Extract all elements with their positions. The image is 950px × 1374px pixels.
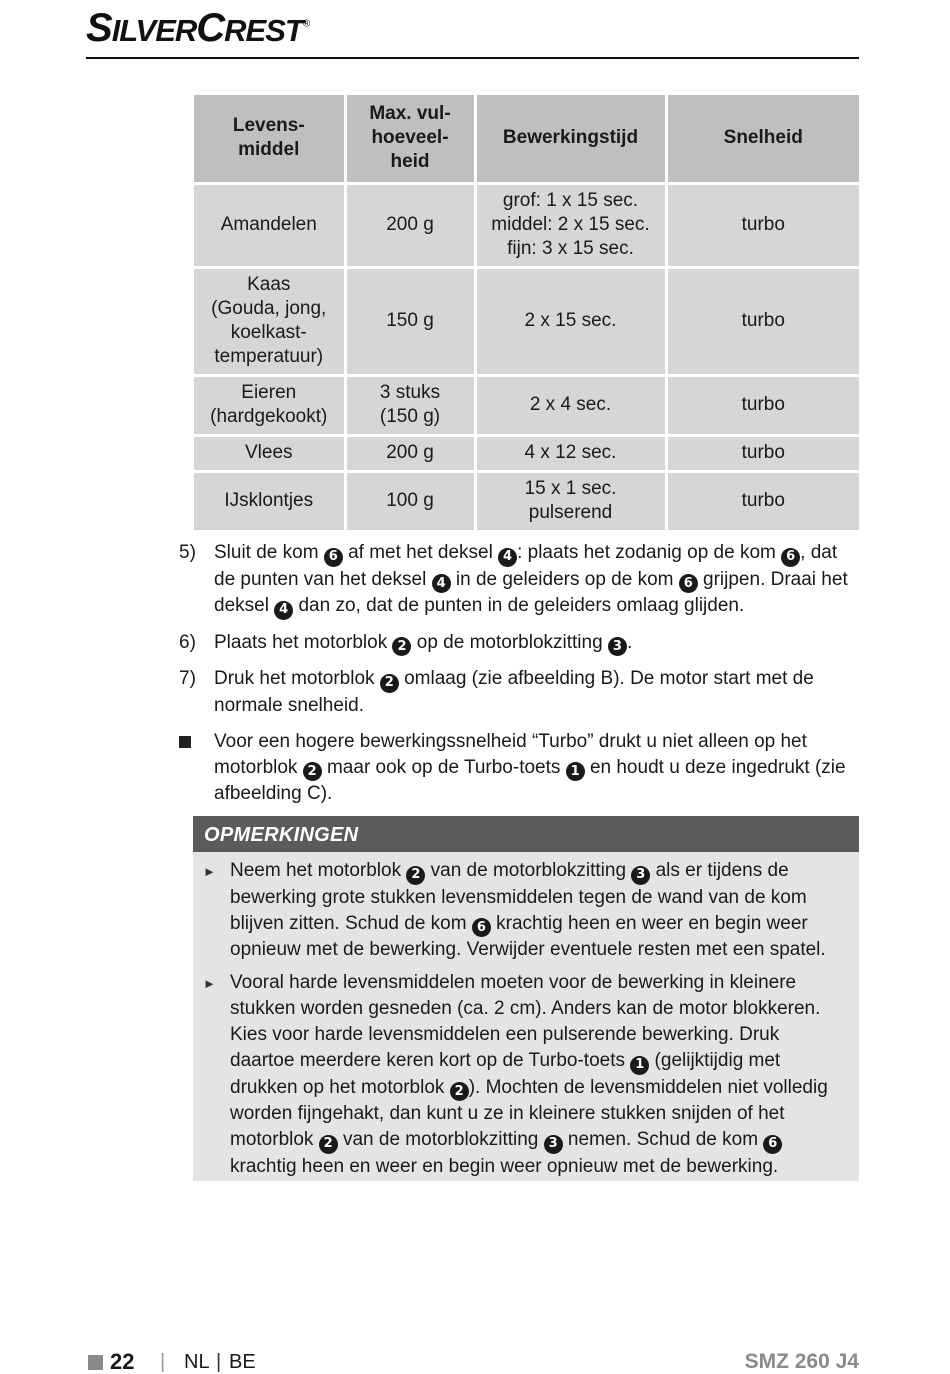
table-cell: Kaas (Gouda, jong, koelkast- temperatuur)	[194, 267, 345, 375]
bullet-item	[179, 729, 859, 808]
table-cell: Vlees	[194, 435, 345, 471]
text-run: Neem het motorblok	[230, 860, 407, 881]
arrow-right-icon: ►	[203, 976, 216, 991]
part-number-icon: 3	[631, 866, 650, 885]
part-number-icon: 6	[324, 548, 343, 567]
part-number-icon: 3	[608, 637, 627, 656]
part-number-icon: 4	[274, 601, 293, 620]
text-run: Sluit de kom	[214, 542, 324, 563]
table-cell: Amandelen	[194, 183, 345, 267]
step-item	[179, 540, 859, 620]
instruction-steps	[179, 540, 859, 817]
column-header: Levens- middel	[194, 95, 345, 183]
text-run: .	[626, 631, 633, 653]
part-number-icon: 4	[432, 574, 451, 593]
column-header: Bewerkingstijd	[475, 95, 666, 183]
table-cell: 100 g	[345, 471, 475, 531]
text-run: Druk het motorblok	[214, 668, 380, 689]
notes-box	[193, 816, 859, 1181]
part-number-icon: 2	[406, 866, 425, 885]
text-run: maar ook op de Turbo-toets	[321, 756, 566, 778]
note-text	[230, 858, 845, 963]
registered-mark: ®	[302, 18, 310, 30]
table-row	[194, 435, 859, 471]
logo-letters: ILVER	[111, 13, 197, 48]
text-run: af met het deksel	[342, 542, 499, 563]
text-run: en houdt u deze ingedrukt (zie afbeelding C).	[214, 756, 846, 804]
text-run: omlaag (zie afbeelding B). De motor start met de normale snelheid.	[214, 668, 814, 716]
table-row	[194, 183, 859, 267]
note-text	[230, 970, 845, 1180]
table-cell: grof: 1 x 15 sec. middel: 2 x 15 sec. fijn: 3 x 15 sec.	[475, 183, 666, 267]
note-item	[193, 970, 859, 1180]
footer-separator: |	[216, 1351, 222, 1373]
text-run: krachtig heen en weer en begin weer opnieuw met de bewerking.	[230, 1155, 779, 1177]
table-cell: turbo	[666, 183, 859, 267]
table-cell: turbo	[666, 375, 859, 435]
step-text	[214, 540, 859, 620]
bullet-square-icon-wrap	[179, 729, 214, 808]
brand-logo	[86, 6, 309, 51]
notes-title: OPMERKINGEN	[193, 816, 859, 852]
text-run: : plaats het zodanig op de kom	[517, 542, 782, 563]
bullet-square-icon	[179, 736, 191, 748]
table-row	[194, 375, 859, 435]
text-run: als er tijdens de bewerking grote stukken levensmiddelen tegen de wand van de kom blijven zitten. Schud de kom	[230, 860, 807, 934]
text-run: ). Mochten de levensmiddelen niet volledig worden fijngehakt, dan kunt u ze in kleinere stukken snijden of het motorblok	[230, 1076, 828, 1150]
text-run: dan zo, dat de punten in de geleiders omlaag glijden.	[293, 595, 745, 616]
language-code: BE	[229, 1351, 256, 1373]
table-cell: IJsklontjes	[194, 471, 345, 531]
part-number-icon: 3	[544, 1135, 563, 1154]
step-text	[214, 666, 859, 719]
text-run: Voor een hogere bewerkingssnelheid “Turbo” drukt u niet alleen op het motorblok	[214, 730, 807, 778]
logo-letters: REST	[224, 13, 303, 48]
part-number-icon: 4	[498, 548, 517, 567]
table-cell: 2 x 4 sec.	[475, 375, 666, 435]
text-run: van de motorblokzitting	[425, 860, 632, 881]
page-number: 22	[110, 1349, 135, 1374]
part-number-icon: 1	[566, 762, 585, 781]
part-number-icon: 2	[392, 637, 411, 656]
part-number-icon: 2	[303, 762, 322, 781]
table-cell: 4 x 12 sec.	[475, 435, 666, 471]
part-number-icon: 6	[781, 548, 800, 567]
step-item	[179, 630, 859, 657]
text-run: krachtig heen en weer en begin weer opnieuw met de bewerking. Verwijder eventuele resten met een spatel.	[230, 912, 826, 960]
text-run: , dat de punten van het deksel	[214, 542, 838, 590]
table-cell: 200 g	[345, 183, 475, 267]
language-code: NL	[184, 1351, 210, 1373]
bullet-text	[214, 729, 859, 808]
text-run: (gelijktijdig met drukken op het motorblok	[230, 1050, 781, 1098]
text-run: Vooral harde levensmiddelen moeten voor de bewerking in kleinere stukken worden gesneden (ca. 2 cm). Anders kan de motor blokkeren. Kies voor harde levensmiddelen een pulserende bewerking. Druk daartoe meerdere keren kort op de Turbo-toets	[230, 972, 821, 1071]
text-run: in de geleiders op de kom	[450, 568, 679, 590]
part-number-icon: 6	[472, 918, 491, 937]
table-cell: turbo	[666, 435, 859, 471]
table-cell: 3 stuks (150 g)	[345, 375, 475, 435]
note-item	[193, 858, 859, 963]
table-cell: 2 x 15 sec.	[475, 267, 666, 375]
part-number-icon: 6	[763, 1135, 782, 1154]
part-number-icon: 2	[450, 1082, 469, 1101]
table-row	[194, 471, 859, 531]
logo-letter: C	[196, 6, 225, 50]
table-row	[194, 267, 859, 375]
text-run: grijpen. Draai het deksel	[214, 568, 848, 616]
table-cell: Eieren (hardgekookt)	[194, 375, 345, 435]
table-cell: 15 x 1 sec. pulserend	[475, 471, 666, 531]
logo-letter: S	[86, 6, 112, 50]
footer-square-icon	[88, 1355, 103, 1370]
table-cell: 150 g	[345, 267, 475, 375]
step-text	[214, 630, 859, 657]
text-run: van de motorblokzitting	[337, 1129, 544, 1150]
model-number: SMZ 260 J4	[744, 1350, 859, 1373]
text-run: Plaats het motorblok	[214, 631, 393, 653]
column-header: Max. vul- hoeveel- heid	[345, 95, 475, 183]
column-header: Snelheid	[666, 95, 859, 183]
arrow-right-icon: ►	[203, 864, 216, 879]
part-number-icon: 6	[679, 574, 698, 593]
part-number-icon: 2	[319, 1135, 338, 1154]
step-number: 5)	[179, 542, 196, 563]
step-number: 6)	[179, 631, 196, 653]
processing-table	[194, 95, 859, 533]
text-run: nemen. Schud de kom	[562, 1129, 764, 1150]
table-cell: 200 g	[345, 435, 475, 471]
step-number: 7)	[179, 668, 196, 689]
text-run: op de motorblokzitting	[411, 631, 608, 653]
part-number-icon: 1	[630, 1056, 649, 1075]
footer-separator: |	[160, 1351, 166, 1373]
step-item	[179, 666, 859, 719]
part-number-icon: 2	[380, 674, 399, 693]
page-footer	[88, 1348, 859, 1374]
header-rule	[86, 57, 859, 59]
table-cell: turbo	[666, 267, 859, 375]
table-cell: turbo	[666, 471, 859, 531]
